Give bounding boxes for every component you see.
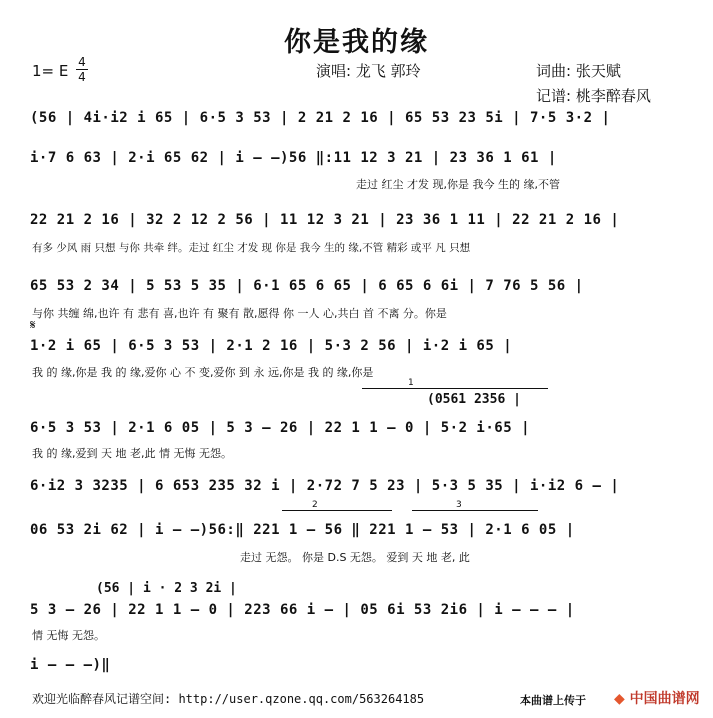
music-line-7: 6·i2 3 3235 | 6 653 235 32 i | 2·72 7 5 23 | 5·3 5 35 | i·i2 6 – |: [30, 478, 620, 494]
transcriber: 记谱: 桃李醉春风: [536, 87, 651, 105]
lyric-line-4: 我 的 缘,你是 我 的 缘,爱你 心 不 变,爱你 到 永 远,你是 我 的 缘,你是: [32, 366, 374, 379]
song-title: 你是我的缘: [284, 27, 429, 58]
coda-phrase: (56 | i · 2 3 2i |: [96, 581, 237, 596]
site-name: 中国曲谱网: [629, 691, 700, 707]
time-signature-bottom: 4: [78, 70, 86, 84]
music-line-10: i – – –)‖: [30, 657, 111, 673]
volta-2-number: 2: [312, 500, 318, 510]
time-signature-top: 4: [78, 55, 86, 69]
lyric-line-5: 我 的 缘,爱到 天 地 老,此 情 无悔 无怨。: [32, 447, 232, 460]
volta-1-bracket: [362, 388, 548, 389]
volta-3-number: 3: [456, 500, 462, 510]
volta-2-bracket: [282, 510, 392, 511]
music-line-1: (56 | 4i·i2 i 65 | 6·5 3 53 | 2 21 2 16 | 65 53 23 5i | 7·5 3·2 |: [30, 110, 611, 126]
lyric-line-7: 情 无悔 无怨。: [32, 629, 105, 642]
music-line-3: 22 21 2 16 | 32 2 12 2 56 | 11 12 3 21 | 23 36 1 11 | 22 21 2 16 |: [30, 212, 620, 228]
lyric-line-3: 与你 共缠 绵,也许 有 悲有 喜,也许 有 聚有 散,愿得 你 一人 心,共白 首 不离 分。你是: [32, 307, 447, 320]
music-line-4: 65 53 2 34 | 5 53 5 35 | 6·1 65 6 65 | 6 65 6 6i | 7 76 5 56 |: [30, 278, 584, 294]
music-line-2: i·7 6 63 | 2·i 65 62 | i – –)56 ‖:11 12 3 21 | 23 36 1 61 |: [30, 150, 557, 166]
segno-mark: 𝄋: [30, 318, 36, 333]
volta-3-bracket: [412, 510, 538, 511]
lyric-line-1: 走过 红尘 才发 现,你是 我今 生的 缘,不管: [356, 178, 560, 191]
key-signature: 1= E: [32, 62, 69, 80]
volta-1-number: 1: [408, 378, 414, 388]
footer-text: 欢迎光临醉春风记谱空间: http://user.qzone.qq.com/563264185: [32, 692, 425, 706]
music-line-9: 5 3 – 26 | 22 1 1 – 0 | 223 66 i – | 05 6i 53 2i6 | i – – – |: [30, 602, 575, 618]
singers: 演唱: 龙飞 郭玲: [316, 62, 421, 80]
lyric-line-6: 走过 无怨。 你是 D.S 无怨。 爱到 天 地 老, 此: [240, 551, 470, 564]
music-line-8: 06 53 2i 62 | i – –)56:‖ 221 1 – 56 ‖ 221 1 – 53 | 2·1 6 05 |: [30, 522, 575, 538]
music-line-5: 1·2 i 65 | 6·5 3 53 | 2·1 2 16 | 5·3 2 56 | i·2 i 65 |: [30, 338, 513, 354]
music-line-6: 6·5 3 53 | 2·1 6 05 | 5 3 – 26 | 22 1 1 – 0 | 5·2 i·65 |: [30, 420, 531, 436]
composer: 词曲: 张天赋: [536, 62, 621, 80]
site-logo-icon: ◆: [614, 691, 625, 707]
time-signature: [76, 56, 88, 83]
ending-1-phrase: (0561 2356 |: [427, 392, 521, 407]
site-logo: [614, 688, 700, 708]
lyric-line-2: 有多 少风 雨 只想 与你 共牵 绊。走过 红尘 才发 现 你是 我今 生的 缘,不管 精彩 或平 凡 只想: [32, 242, 471, 254]
upload-label: 本曲谱上传于: [520, 694, 586, 707]
